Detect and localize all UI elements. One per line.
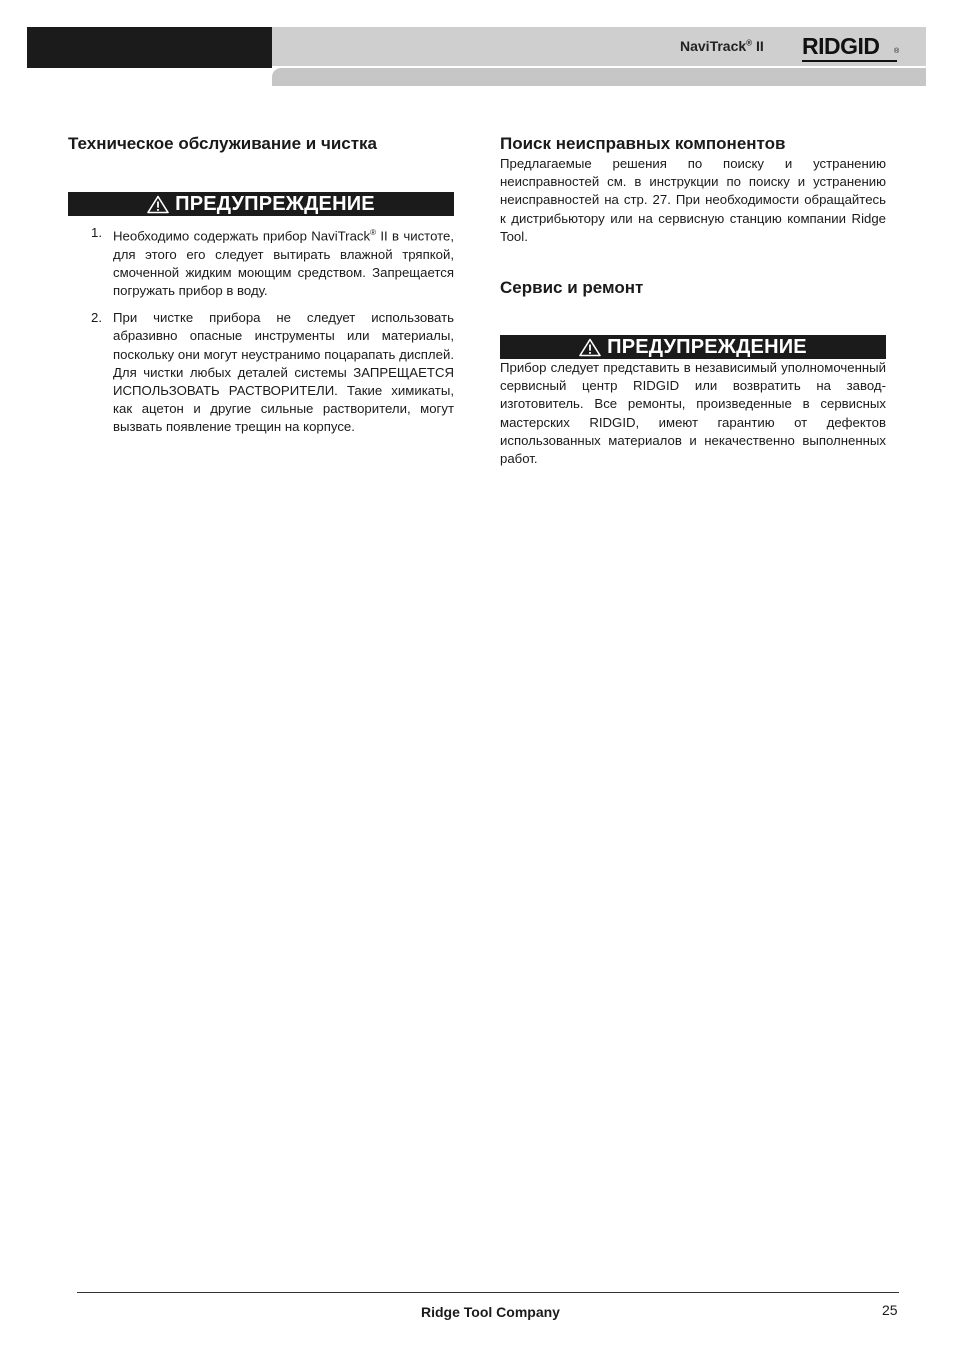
service-text: Прибор следует представить в независимый уполномоченный сервисный центр RIDGID или возвратить на завод-изготовитель. Все ремонты, произведенные в сервисных мастерских RIDGID, имеют гарантию от дефектов использованных материалов и некачественно выполненных работ. [500,360,886,467]
warning-label-left: ПРЕДУПРЕЖДЕНИЕ [175,192,375,215]
maintenance-title: Техническое обслуживание и чистка [68,134,378,153]
service-title: Сервис и ремонт [500,278,644,298]
header-product-name: NaviTrack® II [680,38,764,54]
warning-triangle-icon [147,195,169,214]
right-column [500,133,886,468]
footer-divider [77,1292,899,1293]
list-item: 1. Необходимо содержать прибор NaviTrack® II в чистоте, для этого его следует вытирать влажной тряпкой, смоченной жидким моющим средством. Запрещается погружать прибор в воду. [91,225,454,298]
header-grey-strip [272,68,926,86]
ridgid-logo-underline [802,60,897,62]
list-item-number: 2. [91,310,102,326]
ridgid-logo-registered: ® [894,48,900,55]
left-column [68,133,454,446]
ridgid-logo-text: RIDGID [802,33,880,59]
ridgid-logo [802,33,900,63]
list-item-number: 1. [91,225,102,240]
warning-label-right: ПРЕДУПРЕЖДЕНИЕ [607,335,807,358]
troubleshooting-text: Предлагаемые решения по поиску и устранению неисправностей см. в инструкции по поиску и устранению неисправностей на стр. 27. При необходимости обращайтесь к дистрибьютору или на сервисную станцию компании Ridge Tool. [500,156,886,244]
warning-banner-right [500,335,886,359]
warning-triangle-icon [579,338,601,357]
warning-banner-left [68,192,454,216]
page-number: 25 [882,1302,898,1318]
list-item: 2. При чистке прибора не следует использовать абразивно опасные инструменты или материалы, поскольку они могут неустранимо поцарапать дисплей. Для чистки любых деталей системы ЗАПРЕЩАЕТСЯ ИСПОЛЬЗОВАТЬ РАСТВОРИТЕЛИ. Такие химикаты, как ацетон и другие сильные растворители, могут вызвать появление трещин на корпусе. [91,310,454,435]
maintenance-list [68,224,454,437]
troubleshooting-title: Поиск неисправных компонентов [500,134,786,153]
footer-company: Ridge Tool Company [421,1304,560,1320]
header-black-bar [27,27,272,68]
